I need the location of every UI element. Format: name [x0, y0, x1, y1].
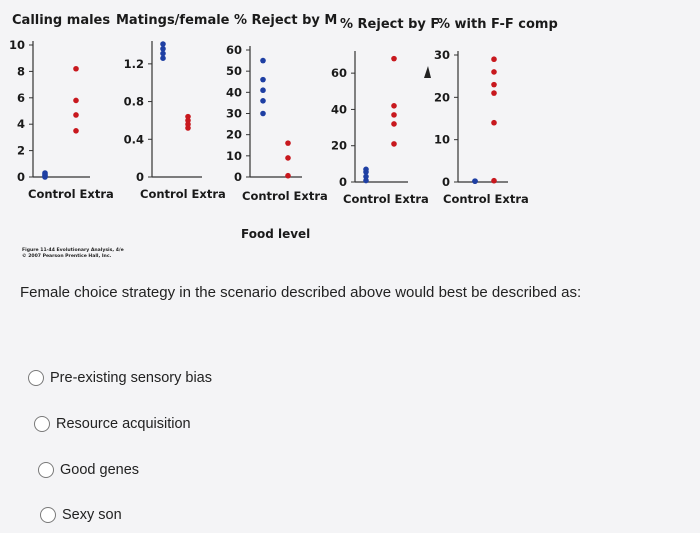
y-tick-label: 0.4 [123, 132, 144, 147]
y-tick-label: 20 [433, 90, 450, 105]
option-sexy-son[interactable] [40, 507, 122, 523]
x-category-control: Control Extra [443, 192, 529, 206]
radio-circle-icon[interactable] [38, 462, 54, 478]
radio-circle-icon[interactable] [34, 416, 50, 432]
data-point-control [42, 170, 48, 176]
data-point-extra [285, 140, 291, 146]
cursor-mark-icon [424, 66, 431, 78]
data-point-control [260, 98, 266, 104]
y-tick-label: 30 [433, 48, 450, 62]
y-tick-label: 60 [330, 66, 347, 81]
data-point-extra [73, 66, 79, 72]
data-point-extra [391, 112, 397, 118]
option-label: Resource acquisition [56, 416, 191, 432]
y-tick-label: 40 [330, 102, 347, 117]
x-category-control: Control Extra [28, 187, 114, 201]
chart-title-ff-comp: % with F-F comp [437, 17, 558, 32]
chart-title-reject-by-m: % Reject by M [234, 13, 338, 28]
x-category-control: Control Extra [242, 189, 328, 203]
data-point-extra [285, 173, 291, 179]
option-pre-existing-sensory-bias[interactable] [28, 370, 212, 386]
data-point-extra [185, 114, 191, 120]
y-tick-label: 2 [16, 143, 25, 158]
option-good-genes[interactable] [38, 462, 139, 478]
data-point-control [472, 178, 478, 184]
y-tick-label: 20 [330, 138, 347, 153]
y-tick-label: 0 [338, 175, 347, 189]
radio-circle-icon[interactable] [28, 370, 44, 386]
chart-title-reject-by-f: % Reject by F [340, 17, 440, 32]
figure-credit-line1: Figure 11-44 Evolutionary Analysis, 4/e [22, 248, 124, 253]
scatter-panel-1 [124, 41, 226, 201]
option-label: Sexy son [62, 507, 122, 523]
data-point-extra [73, 112, 79, 118]
data-point-extra [491, 82, 497, 88]
scatter-panel-0 [9, 38, 114, 201]
data-point-extra [391, 121, 397, 127]
y-tick-label: 0 [233, 170, 242, 184]
data-point-control [260, 58, 266, 64]
y-tick-label: 8 [16, 64, 25, 79]
data-point-extra [491, 120, 497, 126]
y-tick-label: 0 [135, 170, 144, 184]
data-point-extra [391, 103, 397, 109]
data-point-control [363, 178, 369, 184]
data-point-extra [285, 155, 291, 161]
y-tick-label: 6 [16, 90, 25, 105]
y-tick-label: 20 [225, 127, 242, 142]
x-category-control: Control Extra [140, 187, 226, 201]
data-point-extra [391, 141, 397, 147]
y-tick-label: 4 [16, 117, 25, 132]
y-tick-label: 0 [16, 170, 25, 184]
data-point-control [363, 167, 369, 173]
figure-credit-line2: © 2007 Pearson Prentice Hall, Inc. [22, 254, 112, 259]
scatter-panel-4 [434, 48, 529, 206]
option-label: Pre-existing sensory bias [50, 370, 212, 386]
y-tick-label: 10 [225, 148, 242, 163]
y-tick-label: 0 [441, 175, 450, 189]
data-point-extra [491, 56, 497, 62]
data-point-extra [391, 56, 397, 62]
scatter-panel-2 [226, 43, 328, 203]
y-tick-label: 10 [433, 132, 450, 147]
radio-circle-icon[interactable] [40, 507, 56, 523]
y-tick-label: 10 [8, 38, 25, 52]
chart-title-matings-female: Matings/female [116, 13, 230, 28]
data-point-control [260, 77, 266, 83]
data-point-control [160, 41, 166, 47]
y-tick-label: 1.2 [123, 56, 144, 71]
x-axis-title: Food level [241, 227, 311, 241]
option-label: Good genes [60, 462, 140, 478]
scatter-panel-3 [331, 51, 429, 206]
y-tick-label: 30 [225, 106, 242, 121]
y-tick-label: 60 [225, 43, 242, 57]
data-point-extra [491, 178, 497, 184]
x-category-control: Control Extra [343, 192, 429, 206]
y-tick-label: 50 [225, 64, 242, 79]
data-point-extra [73, 98, 79, 104]
y-tick-label: 0.8 [123, 94, 144, 109]
data-point-control [260, 111, 266, 117]
question-text: Female choice strategy in the scenario described above would best be described as: [20, 284, 582, 301]
data-point-control [260, 87, 266, 93]
data-point-extra [491, 69, 497, 75]
chart-title-calling-males: Calling males [12, 13, 111, 28]
data-point-extra [73, 128, 79, 134]
option-resource-acquisition[interactable] [34, 416, 191, 432]
y-tick-label: 40 [225, 85, 242, 100]
data-point-extra [491, 90, 497, 96]
